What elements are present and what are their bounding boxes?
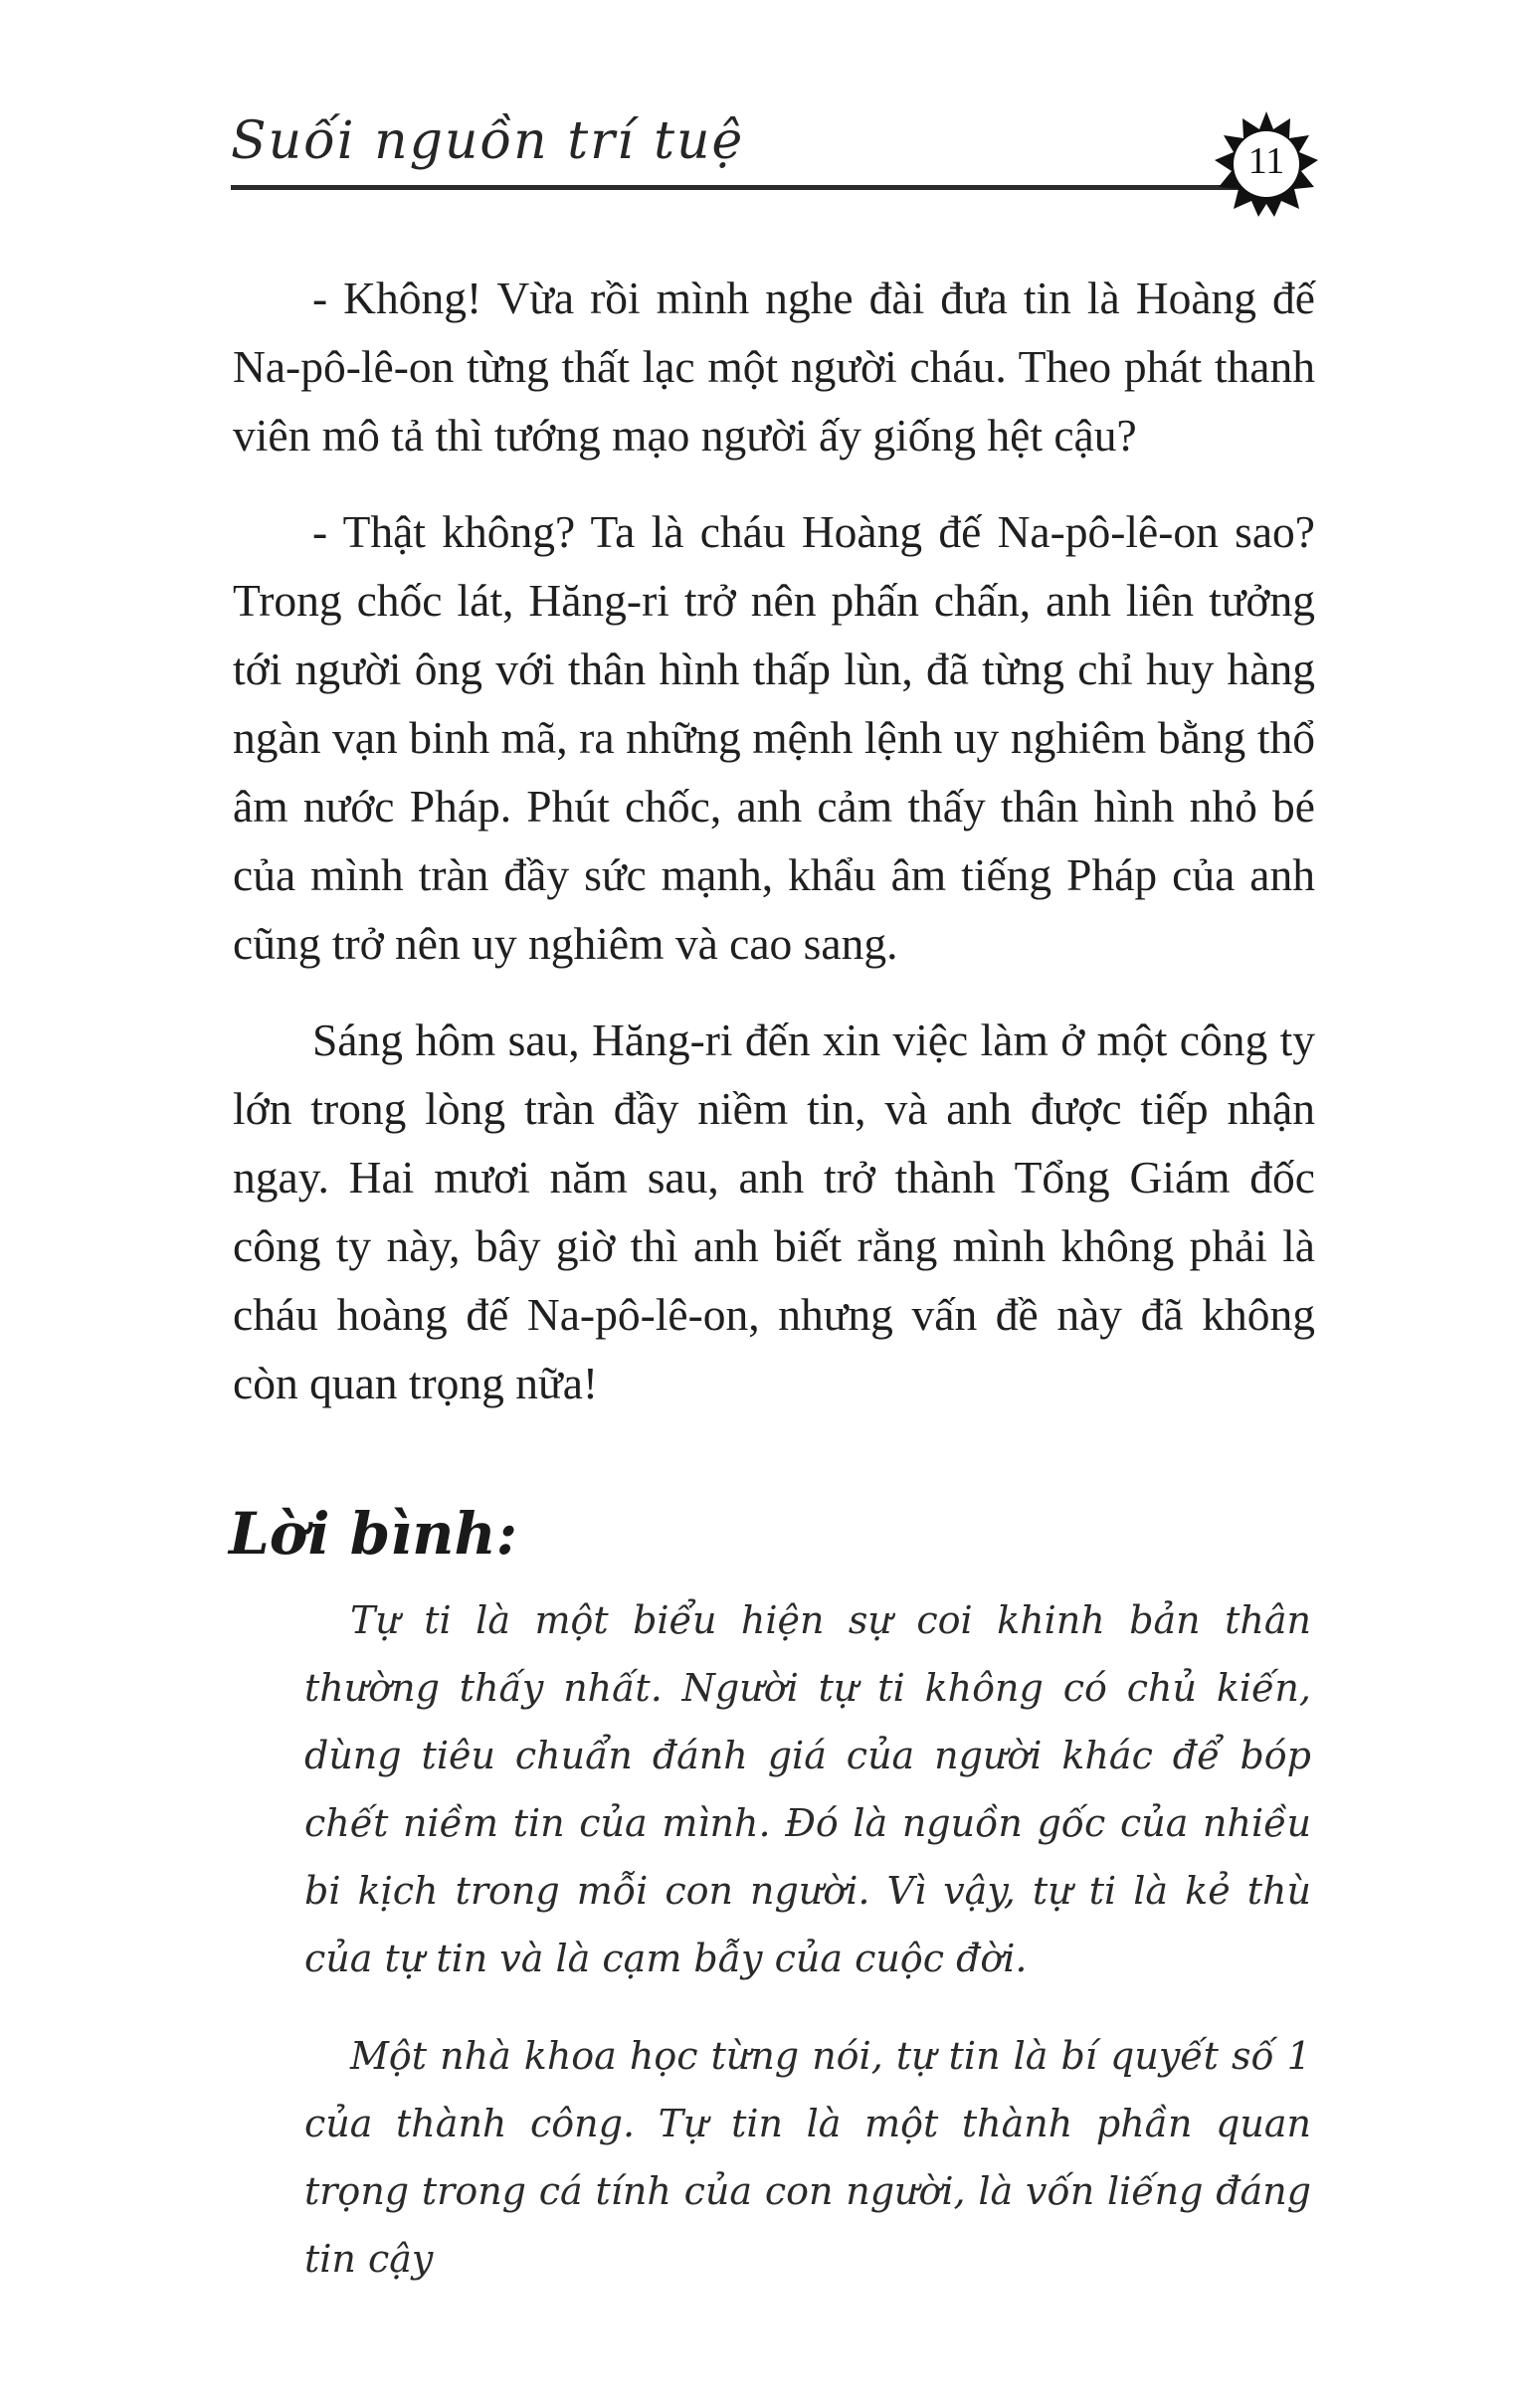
page-number: 11 bbox=[1247, 140, 1285, 182]
story-paragraph: Sáng hôm sau, Hăng-ri đến xin việc làm ở một công ty lớn trong lòng tràn đầy niềm tin, và anh được tiếp nhận ngay. Hai mươi năm sau, anh trở thành Tổng Giám đốc công ty này, bây giờ thì anh biết rằng mình không phải là cháu hoàng đế Na-pô-lê-on, nhưng vấn đề này đã không còn quan trọng nữa! bbox=[233, 1015, 1315, 1408]
commentary-text bbox=[304, 1586, 1311, 2322]
story-text bbox=[233, 264, 1315, 1445]
page-number-badge bbox=[1212, 109, 1321, 219]
commentary-heading: Lời bình: bbox=[229, 1500, 518, 1568]
commentary-paragraph: Tự ti là một biểu hiện sự coi khinh bản thân thường thấy nhất. Người tự ti không có chủ kiến, dùng tiêu chuẩn đánh giá của người khác để bóp chết niềm tin của mình. Đó là nguồn gốc của nhiều bi kịch trong mỗi con người. Vì vậy, tự ti là kẻ thù của tự tin và là cạm bẫy của cuộc đời. bbox=[304, 1598, 1311, 1980]
header-rule bbox=[231, 185, 1260, 190]
running-title: Suối nguồn trí tuệ bbox=[231, 111, 745, 171]
story-paragraph: - Thật không? Ta là cháu Hoàng đế Na-pô-lê-on sao? Trong chốc lát, Hăng-ri trở nên phấn chấn, anh liên tưởng tới người ông với thân hình thấp lùn, đã từng chỉ huy hàng ngàn vạn binh mã, ra những mệnh lệnh uy nghiêm bằng thổ âm nước Pháp. Phút chốc, anh cảm thấy thân hình nhỏ bé của mình tràn đầy sức mạnh, khẩu âm tiếng Pháp của anh cũng trở nên uy nghiêm và cao sang. bbox=[233, 506, 1315, 969]
story-paragraph: - Không! Vừa rồi mình nghe đài đưa tin là Hoàng đế Na-pô-lê-on từng thất lạc một người cháu. Theo phát thanh viên mô tả thì tướng mạo người ấy giống hệt cậu? bbox=[233, 273, 1315, 461]
commentary-paragraph: Một nhà khoa học từng nói, tự tin là bí quyết số 1 của thành công. Tự tin là một thành phần quan trọng trong cá tính của con người, là vốn liếng đáng tin cậy bbox=[304, 2034, 1311, 2281]
